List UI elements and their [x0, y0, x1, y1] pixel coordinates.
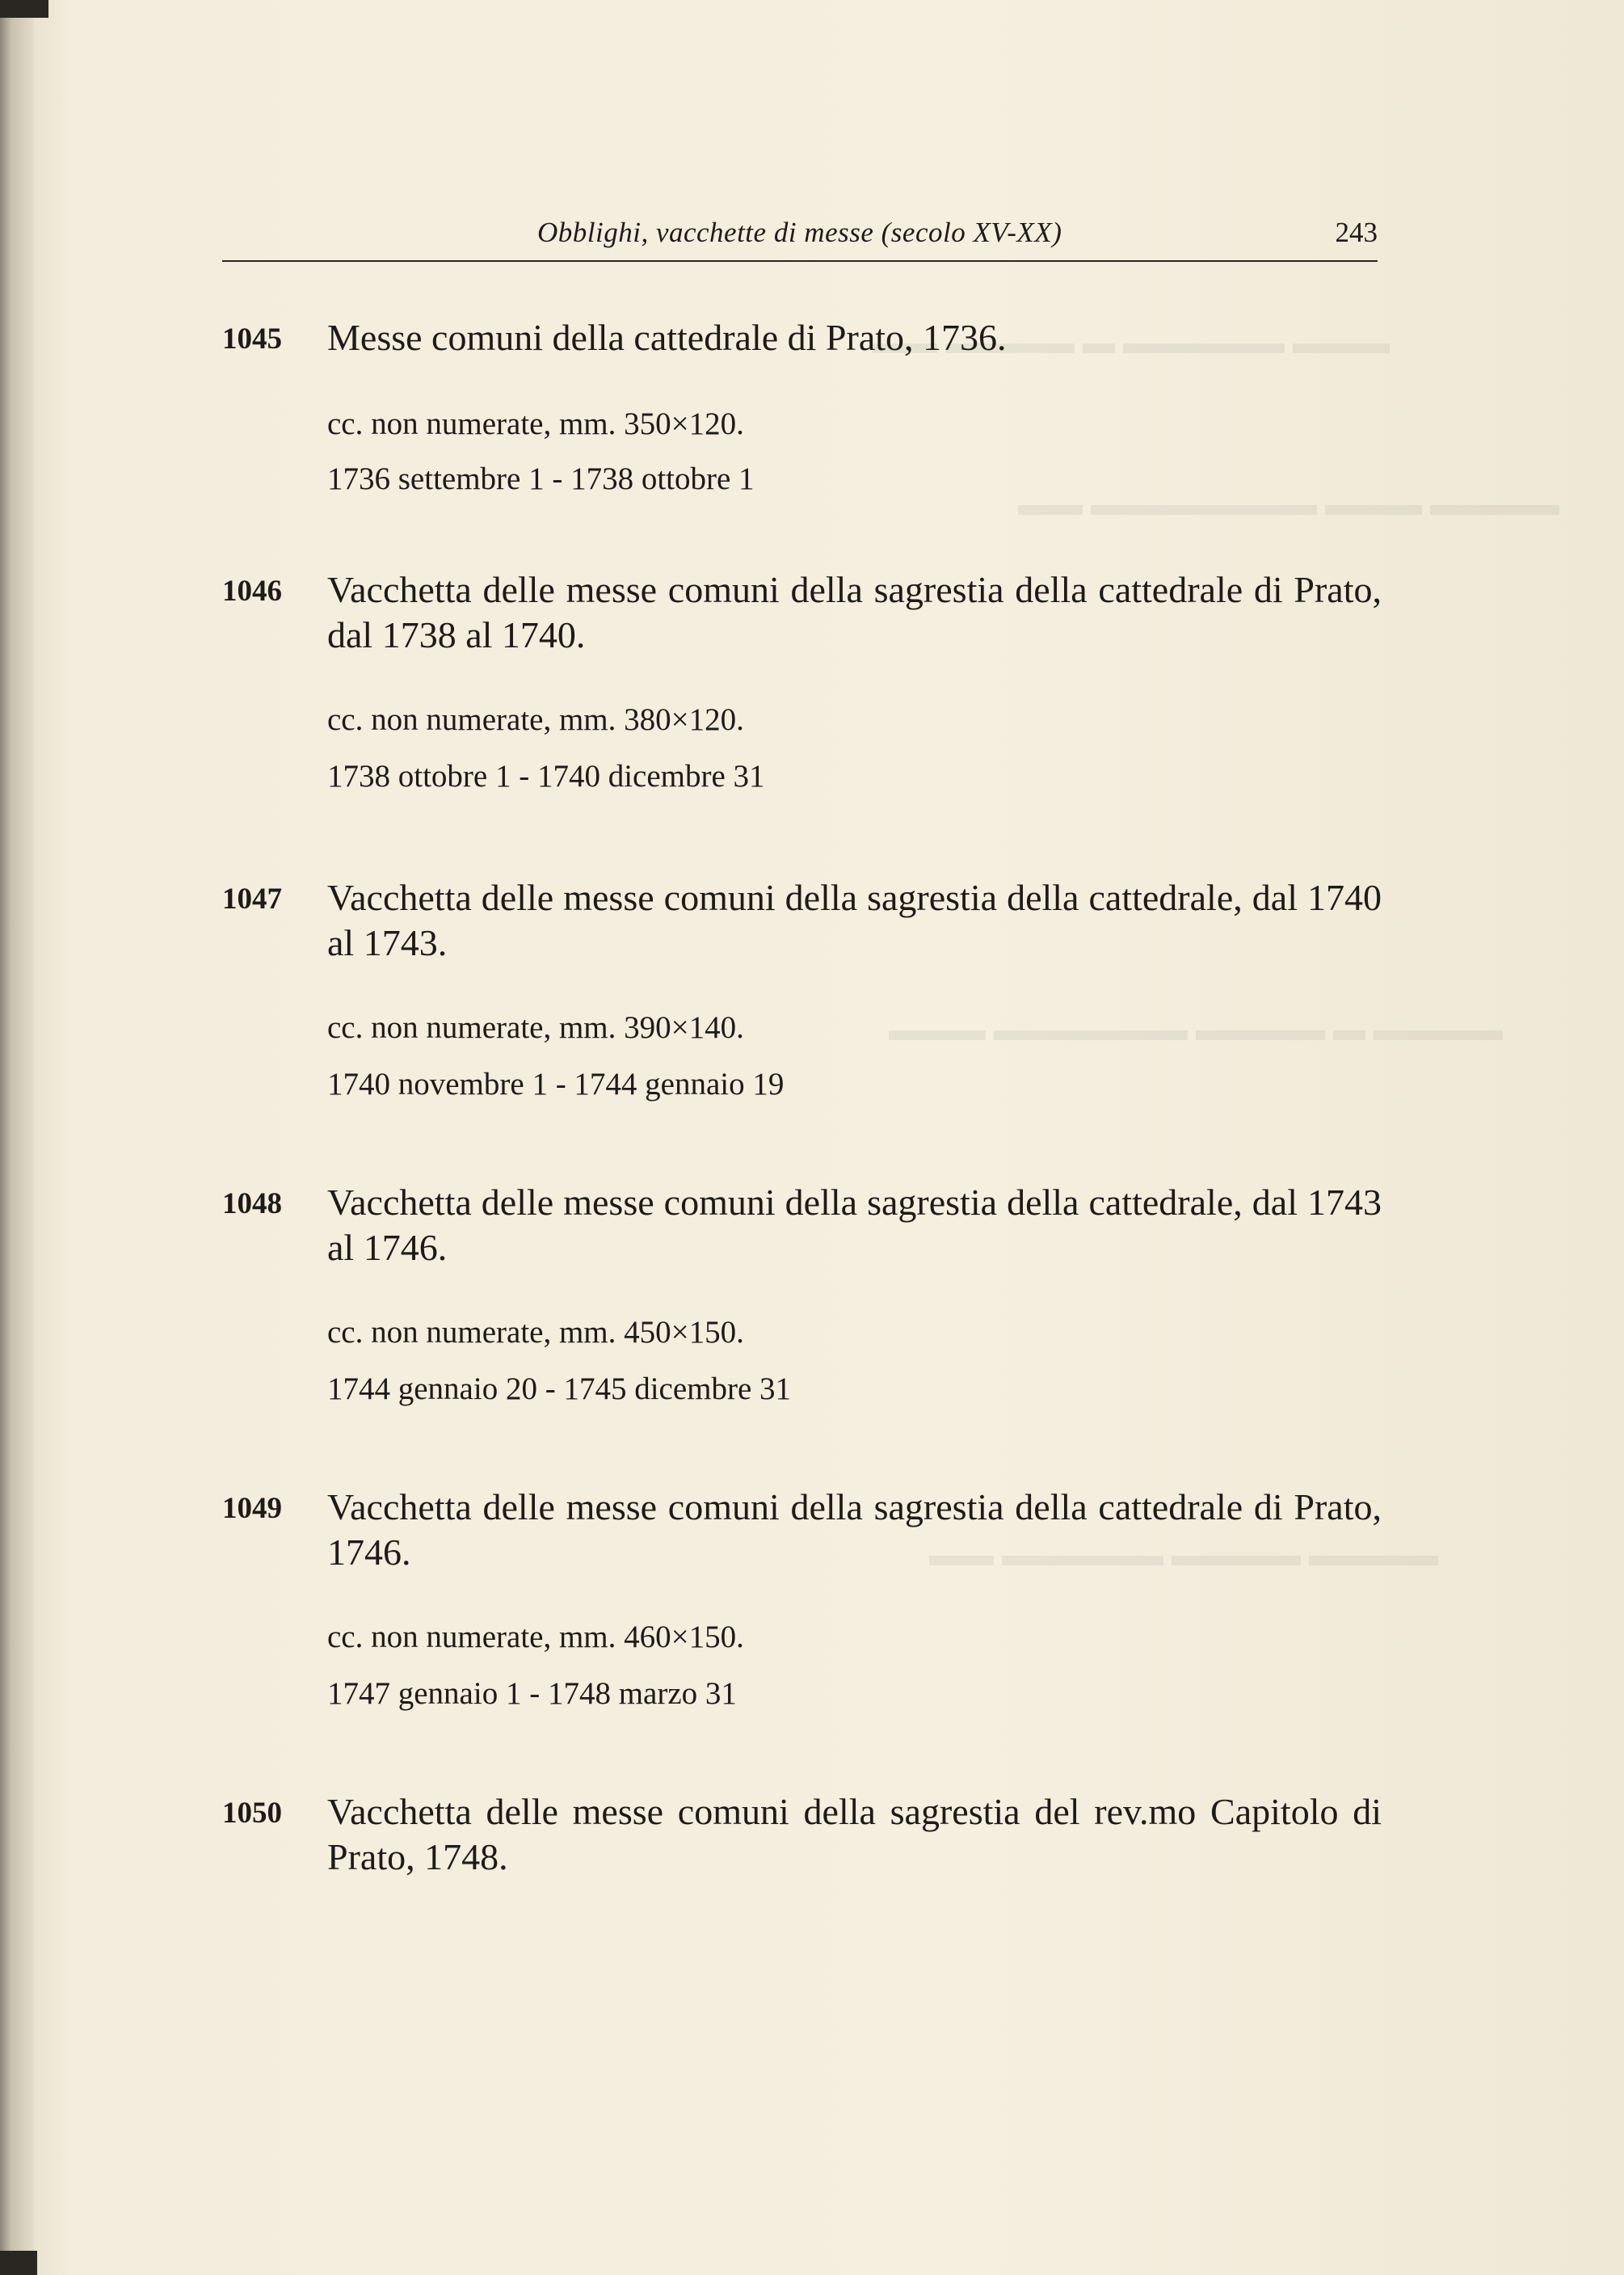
bleed-through-shadow: ▬▬▬▬ ▬ ▬▬▬▬ ▬▬▬▬▬▬ ▬▬▬	[889, 1011, 1503, 1047]
entry-description: cc. non numerate, mm. 350×120.	[327, 407, 744, 441]
running-title: Obblighi, vacchette di messe (secolo XV-XX)	[537, 217, 1062, 248]
entry-description: cc. non numerate, mm. 380×120.	[327, 702, 744, 737]
scan-border-top-left	[0, 0, 48, 18]
entry-dates: 1738 ottobre 1 - 1740 dicembre 31	[327, 759, 765, 794]
entry-title: Vacchetta delle messe comuni della sagrestia del rev.mo Capitolo di Prato, 1748.	[327, 1791, 1382, 1877]
book-spine-shadow	[0, 0, 34, 2275]
entry-title: Messe comuni della cattedrale di Prato, 1736.	[327, 317, 1007, 358]
entry-title: Vacchetta delle messe comuni della sagrestia della cattedrale, dal 1743 al 1746.	[327, 1182, 1382, 1268]
entry-title: Vacchetta delle messe comuni della sagrestia della cattedrale, dal 1740 al 1743.	[327, 877, 1382, 963]
entry-dates: 1740 novembre 1 - 1744 gennaio 19	[327, 1067, 785, 1102]
bleed-through-shadow: ▬▬▬ ▬▬▬▬▬ ▬ ▬▬▬▬ ▬▬	[873, 324, 1390, 360]
entry-title: Vacchetta delle messe comuni della sagrestia della cattedrale di Prato, dal 1738 al 1740.	[327, 569, 1382, 655]
entry-description: cc. non numerate, mm. 390×140.	[327, 1010, 744, 1045]
entry-title: Vacchetta delle messe comuni della sagrestia della cattedrale di Prato, 1746.	[327, 1486, 1382, 1573]
page-number: 243	[1335, 217, 1378, 248]
entry-number: 1045	[222, 322, 282, 356]
entry-dates: 1736 settembre 1 - 1738 ottobre 1	[327, 461, 755, 496]
entry-number: 1048	[222, 1187, 282, 1220]
entry-number: 1047	[222, 883, 282, 916]
entry-number: 1046	[222, 575, 282, 608]
entry-number: 1049	[222, 1492, 282, 1525]
entry-dates: 1744 gennaio 20 - 1745 dicembre 31	[327, 1371, 792, 1406]
entry-number: 1050	[222, 1797, 282, 1830]
entry-dates: 1747 gennaio 1 - 1748 marzo 31	[327, 1676, 737, 1711]
running-header	[222, 217, 1378, 262]
bleed-through-shadow: ▬▬▬▬ ▬▬▬▬ ▬▬▬▬▬ ▬▬	[929, 1536, 1438, 1573]
entry-description: cc. non numerate, mm. 460×150.	[327, 1620, 744, 1654]
scan-border-bottom-left	[0, 2251, 37, 2275]
entry-description: cc. non numerate, mm. 450×150.	[327, 1315, 744, 1350]
bleed-through-shadow: ▬▬▬▬ ▬▬▬ ▬▬▬▬▬▬▬ ▬▬	[1018, 486, 1559, 522]
